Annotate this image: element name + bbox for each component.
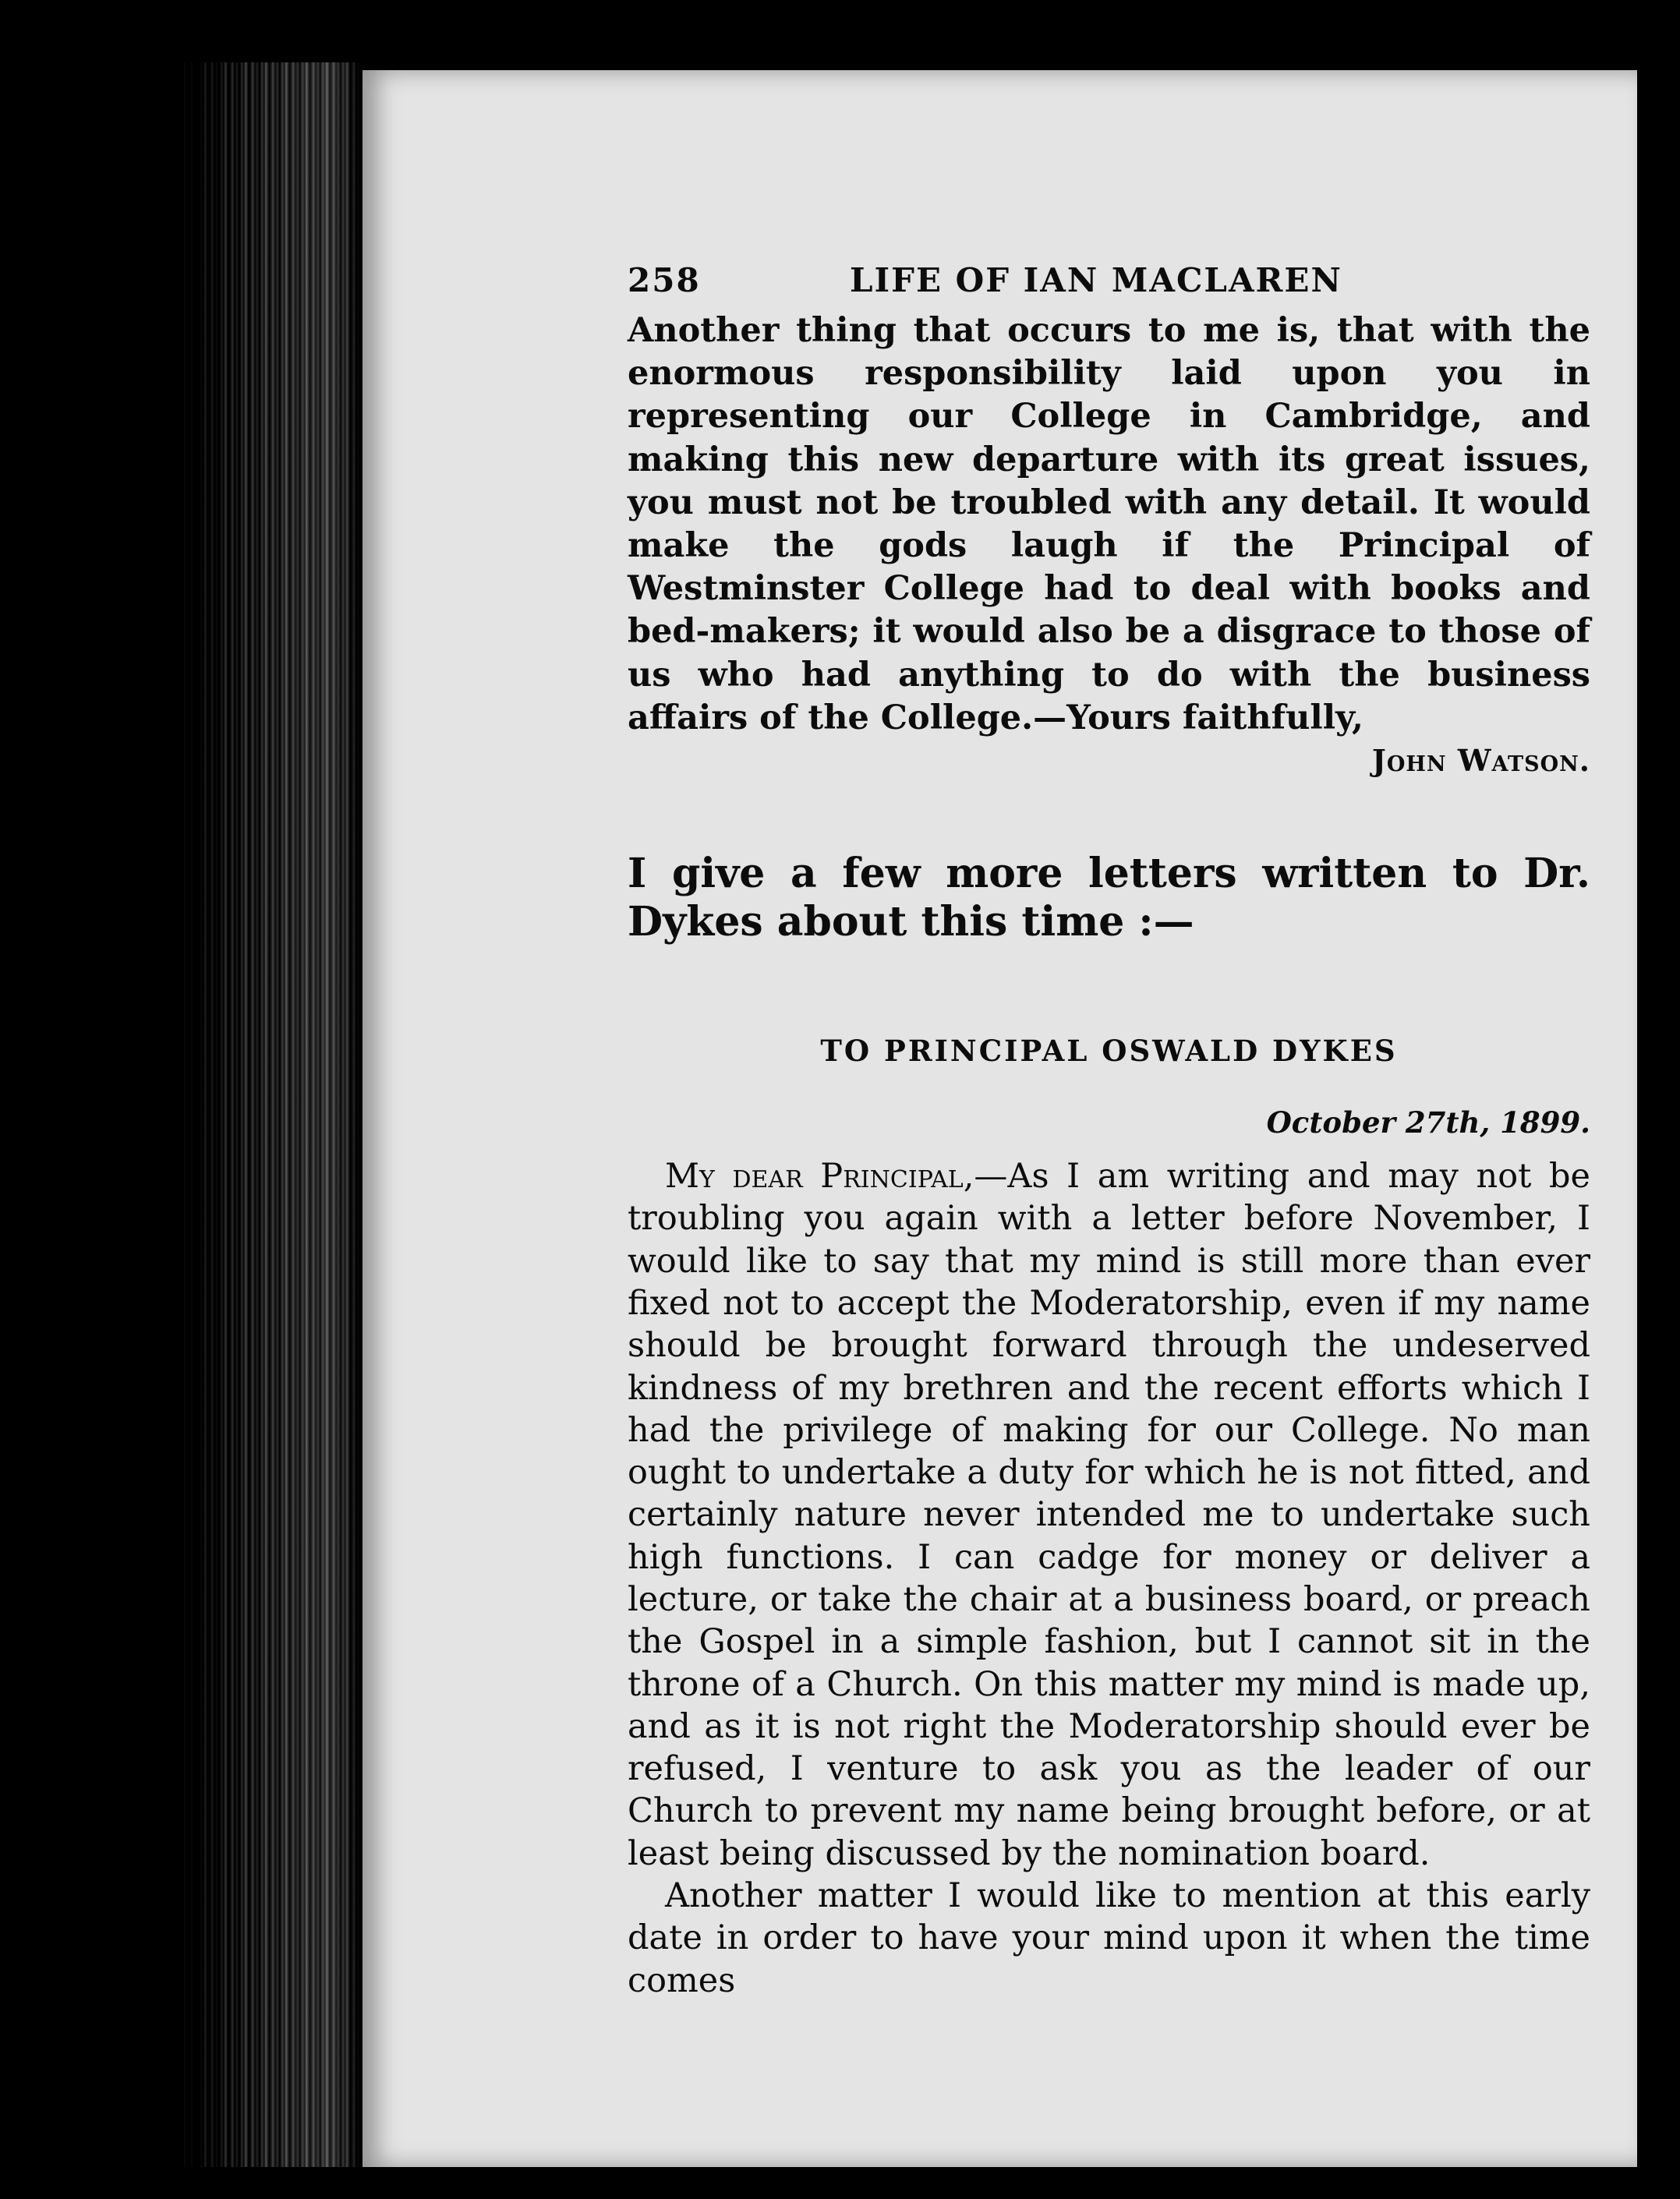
letter-date: October 27th, 1899. [1266,1105,1590,1140]
book-page [363,70,1637,2167]
letter-paragraph-2: Another matter I would like to mention at this early date in order to have your mind upon it when the time comes [628,1876,1590,2000]
intro-text: I give a few more letters written to Dr. Dykes about this time :— [628,850,1590,946]
running-title: LIFE OF IAN MACLAREN [850,261,1342,299]
text-block [628,261,1590,2002]
letter-body [628,1155,1590,2002]
opening-paragraph: Another thing that occurs to me is, that with the enormous responsibility laid upon you in representing our College in Cambridge, and making this new departure with its great issues, you must not be troubled with any detail. It would make the gods laugh if the Principal of Westminster College had to deal with books and bed-makers; it would also be a disgrace to those of us who had anything to do with the business affairs of the College.—Yours faithfully, [628,311,1590,737]
page-number: 258 [628,261,701,299]
book-page-edges [168,62,363,2167]
running-head [628,261,1590,309]
letter-heading: TO PRINCIPAL OSWALD DYKES [820,1034,1398,1069]
signature: John Watson. [1371,743,1590,779]
salutation: My dear Principal, [665,1157,974,1197]
letter-paragraph-1-text: —As I am writing and may not be troubling you again with a letter before November, I would like to say that my mind is still more than ever fixed not to accept the Moderatorship, even if my name should be brought forward through the undeserved kindness of my brethren and the recent efforts which I had the privilege of making for our College. No man ought to undertake a duty for which he is not fitted, and certainly nature never intended me to undertake such high functions. I can cadge for money or deliver a lecture, or take the chair at a business board, or preach the Gospel in a simple fashion, but I cannot sit in the throne of a Church. On this matter my mind is made up, and as it is not right the Moderatorship should ever be refused, I venture to ask you as the leader of our Church to prevent my name being brought before, or at least being discussed by the nomination board. [628,1157,1590,1873]
letter-paragraph-1 [628,1155,1590,1875]
